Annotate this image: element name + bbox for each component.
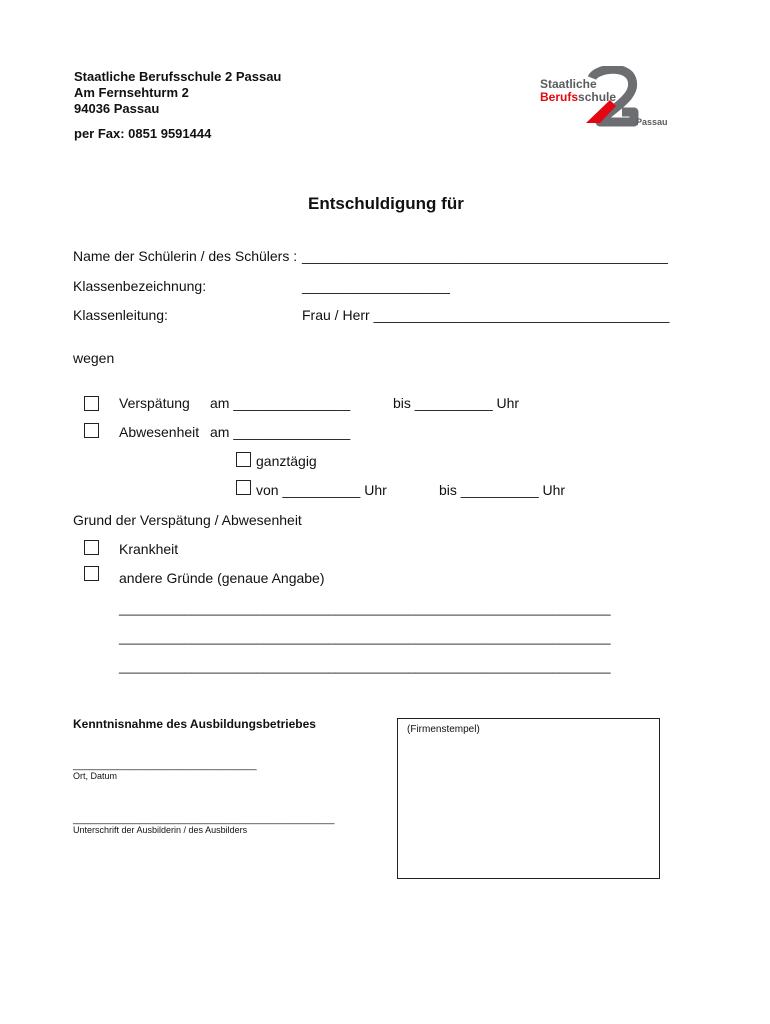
school-name: Staatliche Berufsschule 2 Passau <box>74 69 282 84</box>
absent-label: Abwesenheit <box>119 424 200 440</box>
class-lead-label: Klassenleitung: <box>73 307 168 323</box>
place-date-label: Ort, Datum <box>73 771 118 781</box>
stamp-label: (Firmenstempel) <box>407 724 480 735</box>
partial-day-checkbox[interactable] <box>236 480 251 495</box>
reason-line[interactable]: ____________________________________________________________________ <box>119 630 611 645</box>
signature-line[interactable]: _______________________________________________ <box>73 814 335 825</box>
class-lead-field[interactable]: Frau / Herr ______________________________________ <box>302 307 670 323</box>
late-checkbox[interactable] <box>84 396 99 411</box>
absent-checkbox[interactable] <box>84 423 99 438</box>
logo-city: Passau <box>636 117 668 127</box>
company-stamp-box[interactable] <box>397 718 660 879</box>
wegen-label: wegen <box>73 350 115 366</box>
other-reason-label: andere Gründe (genaue Angabe) <box>119 570 325 586</box>
reason-heading: Grund der Verspätung / Abwesenheit <box>73 512 302 528</box>
from-time-field[interactable]: von __________ Uhr <box>256 482 387 498</box>
to-time-field[interactable]: bis __________ Uhr <box>439 482 566 498</box>
school-street: Am Fernsehturm 2 <box>74 85 189 100</box>
illness-label: Krankheit <box>119 541 179 557</box>
student-name-field[interactable]: _______________________________________________ <box>302 248 668 264</box>
reason-line[interactable]: ____________________________________________________________________ <box>119 659 611 674</box>
late-label: Verspätung <box>119 395 190 411</box>
fullday-checkbox[interactable] <box>236 452 251 467</box>
signature-label: Unterschrift der Ausbilderin / des Ausbilders <box>73 825 248 835</box>
late-until-field[interactable]: bis __________ Uhr <box>393 395 520 411</box>
fax-number: per Fax: 0851 9591444 <box>74 126 212 141</box>
school-logo <box>538 66 670 130</box>
class-label: Klassenbezeichnung: <box>73 278 207 294</box>
fullday-label: ganztägig <box>256 453 317 469</box>
illness-checkbox[interactable] <box>84 540 99 555</box>
student-name-label: Name der Schülerin / des Schülers : <box>73 248 298 264</box>
class-field[interactable]: ___________________ <box>302 278 450 294</box>
page-title: Entschuldigung für <box>308 194 464 213</box>
reason-line[interactable]: ____________________________________________________________________ <box>119 601 611 616</box>
absent-date-field[interactable]: am _______________ <box>210 424 351 440</box>
company-heading: Kenntnisnahme des Ausbildungsbetriebes <box>73 717 316 731</box>
logo-line2: Berufsschule <box>540 90 617 104</box>
logo-line1: Staatliche <box>540 77 597 91</box>
other-reason-checkbox[interactable] <box>84 566 99 581</box>
school-city: 94036 Passau <box>74 101 160 116</box>
place-date-line[interactable]: _________________________________ <box>73 760 257 771</box>
late-date-field[interactable]: am _______________ <box>210 395 351 411</box>
